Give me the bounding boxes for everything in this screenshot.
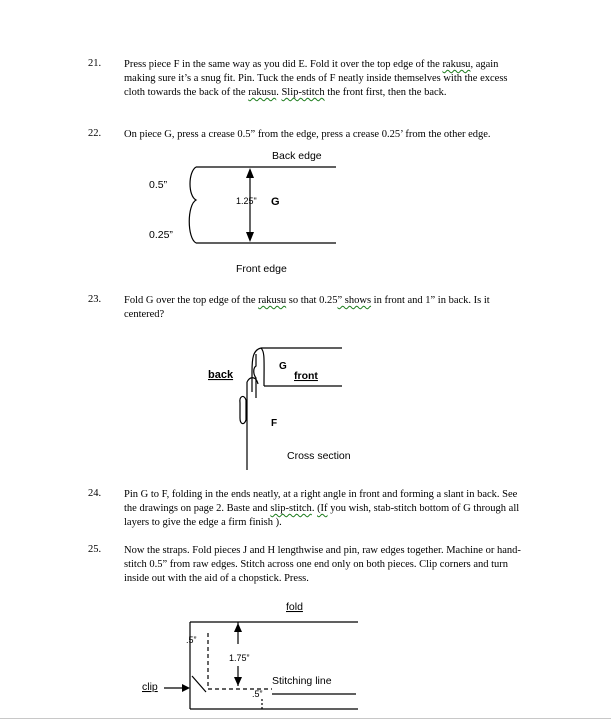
arrowhead-right-icon: [182, 684, 190, 692]
text-run: , again making sure it’s a snug fit. Pin. Tuck the ends of F neatly inside themselves with the excess cloth towards the back of the: [124, 59, 508, 98]
g-front-edge-label: Front edge: [236, 263, 287, 275]
strap-stitching-line-label: Stitching line: [272, 675, 332, 687]
strap-half-inch-left: .5”: [186, 635, 197, 645]
cross-front-label: front: [294, 370, 318, 382]
strap-height-label: 1.75”: [229, 653, 250, 663]
spellcheck-word: (If: [317, 503, 328, 514]
g-crease-top-label: 0.5”: [149, 179, 168, 191]
strap-clip-label: clip: [142, 681, 158, 693]
arrowhead-up-icon: [234, 623, 242, 632]
text-run: Now the straps. Fold pieces J and H lengthwise and pin, raw edges together. Machine or hand-stitch 0.5” from raw edges. Stitch across one end only on both pieces. Clip corners and turn inside out with the aid of a chopstick. Press.: [124, 545, 521, 584]
clip-line: [192, 676, 206, 692]
spellcheck-word: Slip-stitch: [281, 87, 325, 98]
step-number: 23.: [88, 294, 102, 305]
g-crease-bottom-label: 0.25”: [149, 229, 173, 241]
spellcheck-word: rakusu: [442, 59, 471, 70]
cross-caption: Cross section: [287, 450, 351, 462]
g-back-edge-label: Back edge: [272, 150, 322, 162]
spellcheck-word: rakusu: [248, 87, 277, 98]
cross-back-label: back: [208, 369, 234, 381]
text-run: the front first, then the back.: [324, 87, 447, 98]
step-number: 24.: [88, 488, 102, 499]
spellcheck-word: ” shows: [337, 295, 372, 306]
cross-g-label: G: [279, 361, 287, 372]
page-bottom-edge: [0, 718, 611, 719]
step-number: 21.: [88, 58, 102, 69]
text-run: .: [276, 87, 282, 98]
strap-half-inch-bottom: .5”: [252, 689, 263, 699]
spellcheck-word: rakusu: [258, 295, 287, 306]
text-run: so that 0.25: [286, 295, 338, 306]
text-run: .: [311, 503, 318, 514]
cross-f-label: F: [271, 418, 278, 429]
arrowhead-down-icon: [234, 677, 242, 686]
spellcheck-word: slip-stitch: [270, 503, 312, 514]
text-run: Press piece F in the same way as you did E. Fold it over the top edge of the: [124, 59, 443, 70]
text-run: in front and 1” in back. Is it centered?: [124, 295, 490, 320]
g-piece-label: G: [271, 196, 280, 208]
text-run: Pin G to F, folding in the ends neatly, at a right angle in front and forming a slant in back. See the drawings on page 2. Baste and: [124, 489, 518, 514]
step-number: 22.: [88, 128, 102, 139]
strap-fold-label: fold: [286, 601, 303, 613]
step-number: 25.: [88, 544, 102, 555]
text-run: On piece G, press a crease 0.5” from the edge, press a crease 0.25’ from the other edge.: [124, 129, 491, 140]
g-height-label: 1.25": [236, 196, 257, 206]
text-run: Fold G over the top edge of the: [124, 295, 259, 306]
text-run: you wish, stab-stitch bottom of G through all layers to give the edge a firm finish ).: [124, 503, 520, 528]
